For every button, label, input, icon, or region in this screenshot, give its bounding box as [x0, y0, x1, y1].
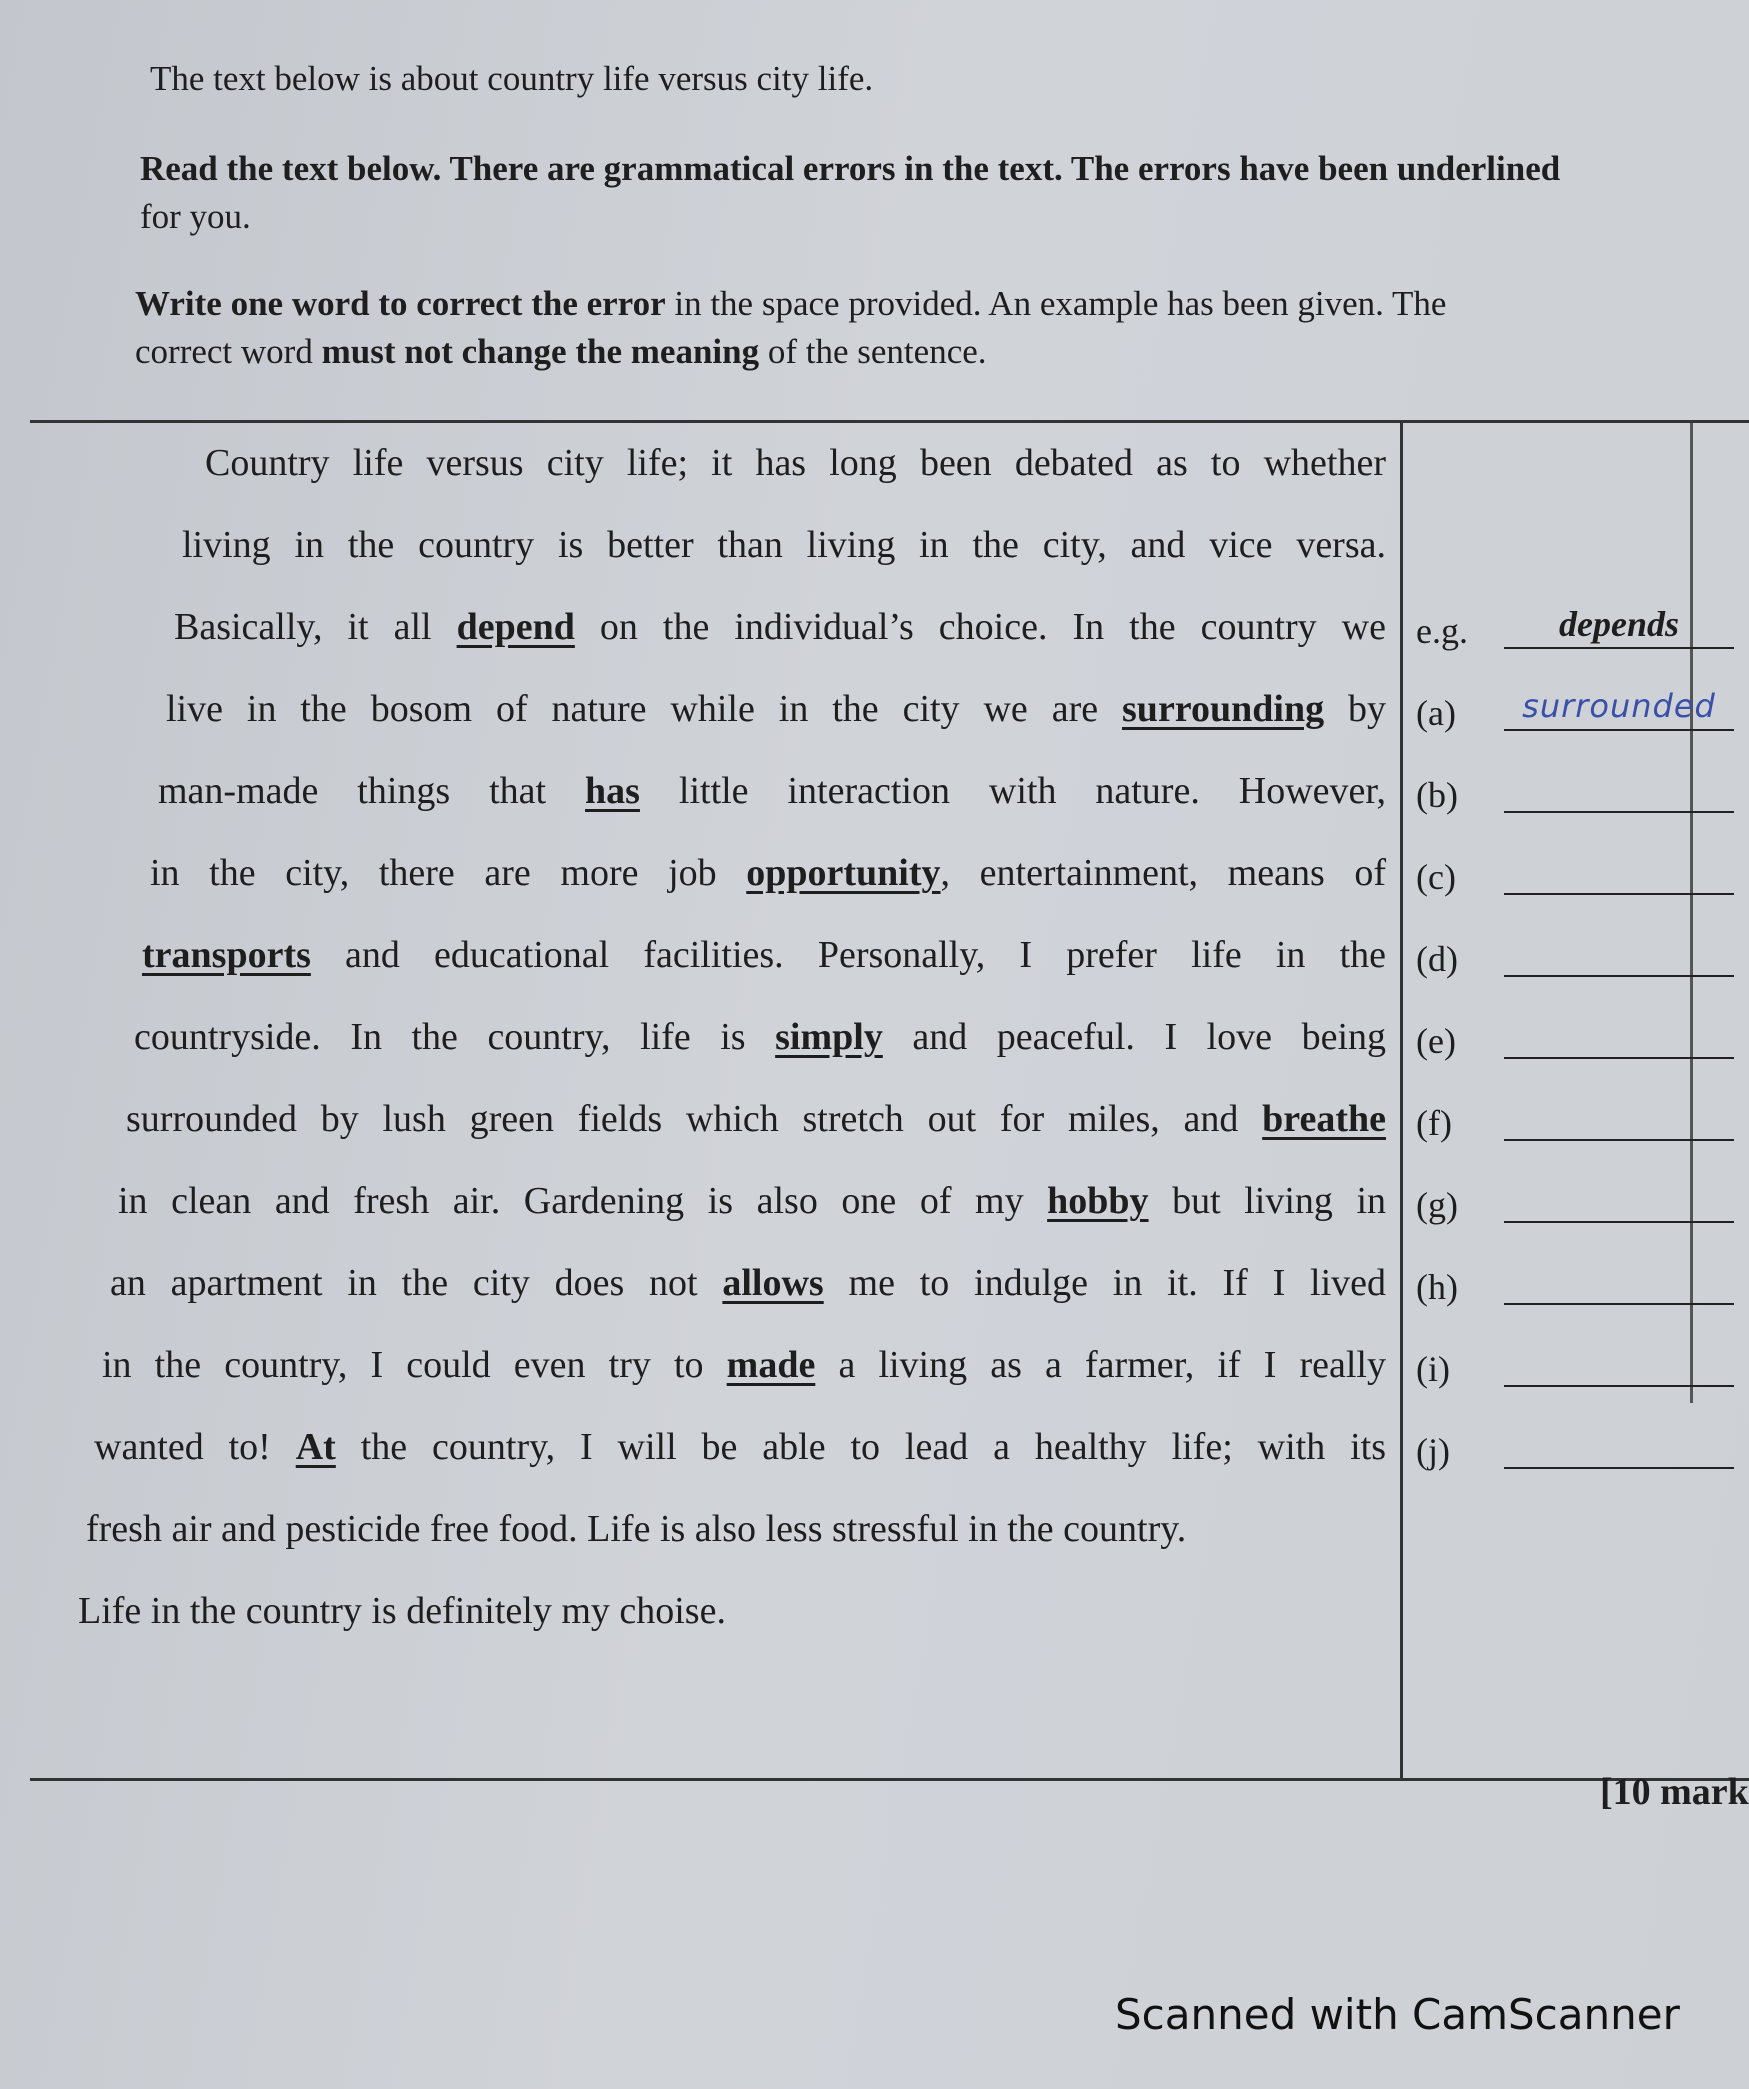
answer-blank[interactable]	[1504, 1257, 1734, 1305]
passage-text: but living in	[1148, 1180, 1386, 1222]
passage-text: man-made things that	[158, 770, 586, 812]
answer-label: (d)	[1416, 939, 1458, 979]
passage-line	[30, 1335, 1400, 1420]
underlined-error: has	[585, 770, 640, 812]
answer-label: (a)	[1416, 693, 1456, 733]
answer-row	[1408, 1175, 1748, 1235]
passage-line	[30, 1089, 1400, 1174]
passage-text: by	[1324, 688, 1386, 730]
write-instruction	[135, 280, 1695, 376]
answer-row	[1408, 601, 1748, 661]
answer-label: (f)	[1416, 1103, 1452, 1143]
passage-text: an apartment in the city does not	[110, 1262, 723, 1304]
underlined-error: made	[726, 1344, 816, 1386]
answer-row	[1408, 1011, 1748, 1071]
answer-blank[interactable]	[1504, 1175, 1734, 1223]
underlined-error: depend	[456, 606, 575, 648]
answer-blank[interactable]	[1504, 847, 1734, 895]
passage-line	[30, 597, 1400, 682]
answer-blank[interactable]	[1504, 1421, 1734, 1469]
passage-text: fresh air and pesticide free food. Life is also less stressful in the country.	[86, 1508, 1187, 1550]
answer-row	[1408, 929, 1748, 989]
passage-text: countryside. In the country, life is	[134, 1016, 776, 1058]
read-instruction-bold: Read the text below. There are grammatical errors in the text. The errors have been underlined	[140, 149, 1561, 188]
underlined-error: hobby	[1047, 1180, 1149, 1222]
read-instruction-rest: for you.	[140, 197, 251, 236]
passage-line	[30, 1171, 1400, 1256]
answer-label: (i)	[1416, 1349, 1450, 1389]
passage-text: and peaceful. I love being	[882, 1016, 1387, 1058]
answer-label: (e)	[1416, 1021, 1456, 1061]
passage-text: on the individual’s choice. In the country we	[574, 606, 1386, 648]
passage-text: surrounded by lush green fields which stretch out for miles, and	[126, 1098, 1263, 1140]
answer-label: e.g.	[1416, 611, 1468, 651]
read-instruction	[140, 145, 1700, 241]
answer-label: (j)	[1416, 1431, 1450, 1471]
passage-text: in the country, I could even try to	[102, 1344, 727, 1386]
passage-text: and educational facilities. Personally, I prefer life in the	[310, 934, 1386, 976]
underlined-error: At	[295, 1426, 336, 1468]
passage-text: in the city, there are more job	[150, 852, 747, 894]
answer-row	[1408, 847, 1748, 907]
exercise-table	[30, 420, 1749, 1781]
answer-row	[1408, 1339, 1748, 1399]
write-instruction-line1-rest: in the space provided. An example has been given. The	[665, 284, 1447, 323]
passage-text: in clean and fresh air. Gardening is also one of my	[118, 1180, 1048, 1222]
passage-line	[30, 1007, 1400, 1092]
underlined-error: opportunity	[746, 852, 941, 894]
answer-blank[interactable]	[1504, 765, 1734, 813]
answer-row	[1408, 1093, 1748, 1153]
answer-row	[1408, 683, 1748, 743]
passage-text: a living as a farmer, if I really	[815, 1344, 1386, 1386]
answer-row	[1408, 1257, 1748, 1317]
answer-label: (g)	[1416, 1185, 1458, 1225]
passage-text: living in the country is better than living in the city, and vice versa.	[182, 524, 1386, 566]
passage-line	[30, 1253, 1400, 1338]
passage-text: wanted to!	[94, 1426, 296, 1468]
marks-label: [10 mark	[1600, 1771, 1749, 1813]
answer-label: (h)	[1416, 1267, 1458, 1307]
passage-line	[30, 761, 1400, 846]
write-instruction-emphasis: must not change the meaning	[321, 332, 760, 371]
write-instruction-line2a: correct word	[135, 332, 322, 371]
write-instruction-line2b: of the sentence.	[759, 332, 987, 371]
underlined-error: transports	[142, 934, 311, 976]
answer-blank[interactable]	[1504, 1011, 1734, 1059]
answer-blank[interactable]	[1504, 1093, 1734, 1141]
passage-text: Country life versus city life; it has long been debated as to whether	[205, 442, 1386, 484]
passage-text: , entertainment, means of	[940, 852, 1387, 894]
answer-blank[interactable]	[1504, 1339, 1734, 1387]
passage-text: little interaction with nature. However,	[639, 770, 1386, 812]
intro-text: The text below is about country life versus city life.	[150, 59, 874, 98]
column-divider	[1400, 423, 1403, 1778]
write-instruction-bold: Write one word to correct the error	[135, 284, 666, 323]
answer-label: (b)	[1416, 775, 1458, 815]
answer-row	[1408, 765, 1748, 825]
passage-line	[30, 1499, 1400, 1584]
passage-text: Basically, it all	[174, 606, 457, 648]
passage-text: live in the bosom of nature while in the city we are	[166, 688, 1123, 730]
answer-row	[1408, 1421, 1748, 1481]
underlined-error: allows	[722, 1262, 824, 1304]
passage-text: me to indulge in it. If I lived	[823, 1262, 1386, 1304]
underlined-error: surrounding	[1122, 688, 1325, 730]
passage-line	[30, 433, 1400, 518]
passage-line	[30, 925, 1400, 1010]
passage-line	[30, 1417, 1400, 1502]
passage-text: the country, I will be able to lead a healthy life; with its	[335, 1426, 1386, 1468]
answer-blank[interactable]	[1504, 929, 1734, 977]
right-border	[1690, 423, 1693, 1403]
underlined-error: simply	[775, 1016, 883, 1058]
answer-blank[interactable]: surrounded	[1504, 683, 1734, 731]
passage-line	[30, 843, 1400, 928]
answer-blank[interactable]: depends	[1504, 601, 1734, 649]
passage-line	[30, 679, 1400, 764]
passage-line	[30, 515, 1400, 600]
underlined-error: breathe	[1262, 1098, 1386, 1140]
passage-line	[30, 1581, 1400, 1666]
passage-text: Life in the country is definitely my choise.	[78, 1590, 726, 1632]
answer-label: (c)	[1416, 857, 1456, 897]
scanner-watermark: Scanned with CamScanner	[1115, 1990, 1680, 2039]
